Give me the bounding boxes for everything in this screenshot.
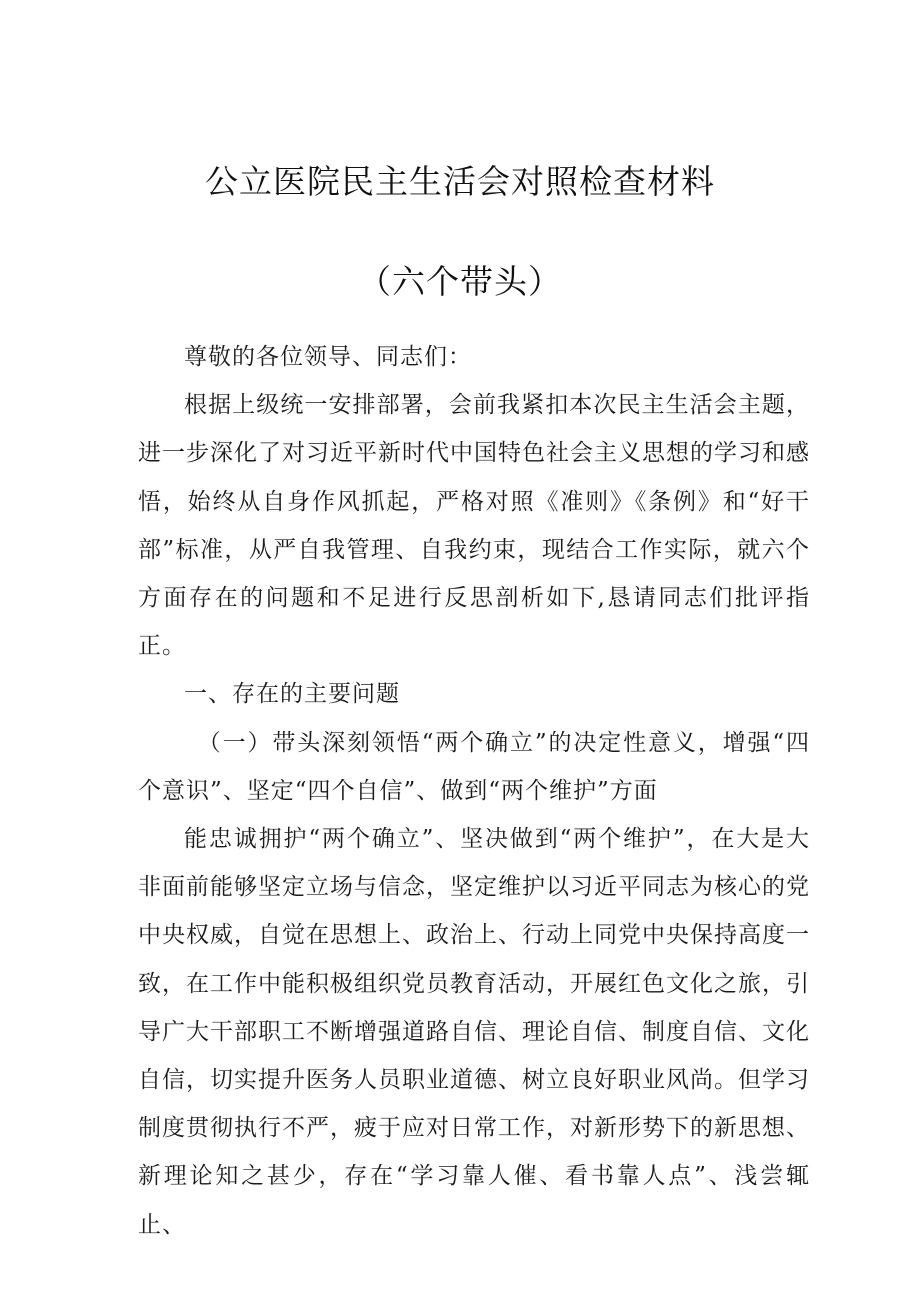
section-heading: 一、存在的主要问题 [184, 681, 400, 708]
document-subtitle: （六个带头） [358, 262, 562, 301]
document-title: 公立医院民主生活会对照检查材料 [205, 162, 715, 201]
item-body-paragraph: 能忠诚拥护“两个确立”、坚决做到“两个维护”，在大是大非面前能够坚定立场与信念，坚定维护以习近平同志为核心的党中央权威，自觉在思想上、政治上、行动上同党中央保持高度一致，在工作中能积极组织党员教育活动，开展红色文化之旅，引导广大干部职工不断增强道路自信、理论自信、制度自信、文化自信，切实提升医务人员职业道德、树立良好职业风尚。但学习制度贯彻执行不严，疲于应对日常工作，对新形势下的新思想、新理论知之甚少，存在“学习靠人催、看书靠人点”、浅尝辄止、 [138, 826, 810, 1238]
salutation: 尊敬的各位领导、同志们： [184, 344, 472, 370]
document-body [138, 333, 810, 1249]
intro-paragraph: 根据上级统一安排部署，会前我紧扣本次民主生活会主题，进一步深化了对习近平新时代中国特色社会主义思想的学习和感悟，始终从自身作风抓起，严格对照《准则》《条例》和“好干部”标准，从严自我管理、自我约束，现结合工作实际，就六个方面存在的问题和不足进行反思剖析如下,恳请同志们批评指正。 [138, 392, 810, 660]
item-heading: （一）带头深刻领悟“两个确立”的决定性意义，增强“四个意识”、坚定“四个自信”、做到“两个维护”方面 [138, 729, 810, 804]
